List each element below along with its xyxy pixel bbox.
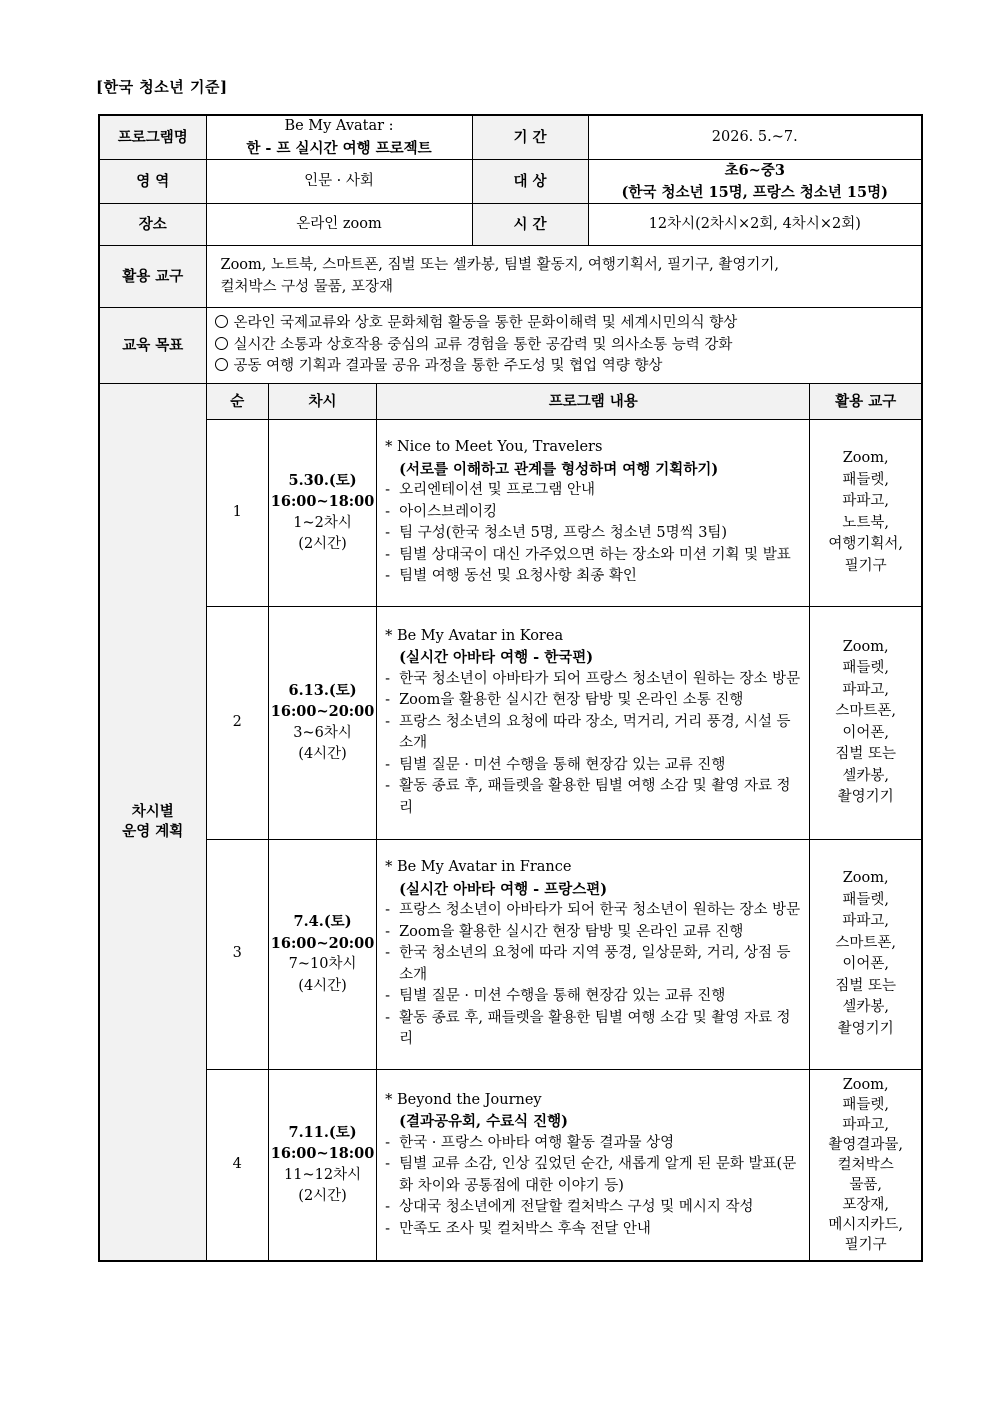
- session-title: * Beyond the Journey: [385, 1091, 542, 1108]
- session-subtitle: (실시간 아바타 여행 - 한국편): [399, 649, 594, 667]
- session-content: [377, 1069, 810, 1260]
- session-subtitle: (실시간 아바타 여행 - 프랑스편): [399, 880, 608, 898]
- label-place: 장소: [99, 204, 206, 246]
- session-subtitle: (결과공유회, 수료식 진행): [399, 1113, 569, 1130]
- session-date-cell: [269, 1069, 377, 1260]
- header-session: 차시: [269, 384, 377, 419]
- label-period: 기 간: [472, 115, 588, 160]
- target-value: [588, 160, 922, 204]
- target-line1: 초6~중3: [724, 162, 785, 179]
- goal-item: 온라인 국제교류와 상호 문화체험 활동을 통한 문화이해력 및 세계시민의식 향상: [215, 313, 922, 335]
- session-row: [207, 839, 922, 1069]
- session-hours: (4시간): [298, 977, 347, 994]
- session-hours: (4시간): [298, 746, 347, 762]
- session-item: - 팀별 상대국이 대신 가주었으면 하는 장소와 미션 기획 및 발표: [385, 546, 791, 563]
- program-table: [98, 114, 923, 1262]
- session-range: 11~12차시: [284, 1166, 362, 1183]
- session-title: * Be My Avatar in Korea: [385, 627, 564, 644]
- circle-bullet-icon: [215, 337, 228, 350]
- session-item: - 프랑스 청소년의 요청에 따라 장소, 먹거리, 거리 풍경, 시설 등 소개: [385, 713, 791, 752]
- session-item: - 팀별 여행 동선 및 요청사항 최종 확인: [385, 568, 637, 585]
- session-no: 2: [207, 606, 269, 839]
- session-content: [377, 839, 810, 1069]
- session-date: 5.30.(토): [288, 471, 357, 489]
- label-tools: 활용 교구: [99, 246, 206, 308]
- session-item: - Zoom을 활용한 실시간 현장 탐방 및 온라인 교류 진행: [385, 923, 744, 940]
- session-range: 7~10차시: [288, 956, 357, 972]
- label-plan: 차시별 운영 계획: [99, 384, 206, 1262]
- circle-bullet-icon: [215, 315, 228, 328]
- session-item: - 한국 · 프랑스 아바타 여행 활동 결과물 상영: [385, 1134, 675, 1151]
- session-date-cell: [269, 419, 377, 606]
- circle-bullet-icon: [215, 358, 228, 371]
- session-item: - 한국 청소년이 아바타가 되어 프랑스 청소년이 원하는 장소 방문: [385, 670, 801, 687]
- session-hours: (2시간): [298, 1188, 347, 1205]
- session-content: [377, 419, 810, 606]
- goal-item: 실시간 소통과 상호작용 중심의 교류 경험을 통한 공감력 및 의사소통 능력 강화: [215, 335, 922, 357]
- session-row: [207, 1069, 922, 1260]
- session-title: * Nice to Meet You, Travelers: [385, 439, 603, 456]
- header-tools: 활용 교구: [810, 384, 921, 419]
- session-time: 16:00~18:00: [270, 1145, 375, 1163]
- target-line2: (한국 청소년 15명, 프랑스 청소년 15명): [621, 183, 888, 201]
- session-no: 4: [207, 1069, 269, 1260]
- session-item: - 상대국 청소년에게 전달할 컬처박스 구성 및 메시지 작성: [385, 1199, 754, 1215]
- label-time: 시 간: [472, 204, 588, 246]
- session-item: - Zoom을 활용한 실시간 현장 탐방 및 온라인 소통 진행: [385, 692, 744, 709]
- session-row: [207, 419, 922, 606]
- session-tools: Zoom, 패들렛, 파파고, 스마트폰, 이어폰, 짐벌 또는 셀카봉, 촬영기기: [810, 606, 921, 839]
- label-target: 대 상: [472, 160, 588, 204]
- session-tools: Zoom, 패들렛, 파파고, 촬영결과물, 컬처박스 물품, 포장재, 메시지카드, 필기구: [810, 1069, 921, 1260]
- session-no: 1: [207, 419, 269, 606]
- session-content: [377, 606, 810, 839]
- header-no: 순: [207, 384, 269, 419]
- session-item: - 팀별 질문 · 미션 수행을 통해 현장감 있는 교류 진행: [385, 988, 726, 1005]
- label-goals: 교육 목표: [99, 308, 206, 384]
- session-item: - 팀별 교류 소감, 인상 깊었던 순간, 새롭게 알게 된 문화 발표(문화 차이와 공통점에 대한 이야기 등): [385, 1156, 797, 1194]
- session-date-cell: [269, 606, 377, 839]
- session-date-cell: [269, 839, 377, 1069]
- session-hours: (2시간): [298, 536, 347, 552]
- session-time: 16:00~20:00: [270, 703, 375, 720]
- session-range: 1~2차시: [293, 514, 352, 531]
- session-date: 7.4.(토): [293, 913, 352, 930]
- tools-line2: 컬처박스 구성 물품, 포장재: [220, 278, 394, 295]
- document-heading: [한국 청소년 기준]: [96, 78, 228, 96]
- session-tools: Zoom, 패들렛, 파파고, 스마트폰, 이어폰, 짐벌 또는 셀카봉, 촬영기기: [810, 839, 921, 1069]
- label-area: 영 역: [99, 160, 206, 204]
- session-item: - 한국 청소년의 요청에 따라 지역 풍경, 일상문화, 거리, 상점 등 소개: [385, 945, 791, 983]
- session-time: 16:00~20:00: [270, 934, 375, 952]
- session-range: 3~6차시: [293, 724, 352, 741]
- session-item: - 아이스브레이킹: [385, 503, 498, 520]
- session-no: 3: [207, 839, 269, 1069]
- session-item: - 프랑스 청소년이 아바타가 되어 한국 청소년이 원하는 장소 방문: [385, 902, 801, 919]
- session-item: - 팀별 질문 · 미션 수행을 통해 현장감 있는 교류 진행: [385, 756, 726, 773]
- tools-line1: Zoom, 노트북, 스마트폰, 짐벌 또는 셀카봉, 팀별 활동지, 여행기획서, 필기구, 촬영기기,: [220, 257, 779, 273]
- program-name-line1: Be My Avatar :: [284, 118, 394, 134]
- goal-item: 공동 여행 기획과 결과물 공유 과정을 통한 주도성 및 협업 역량 향상: [215, 356, 922, 378]
- schedule-table: [207, 384, 922, 1260]
- area-value: 인문 · 사회: [206, 160, 472, 204]
- program-name-value: [206, 115, 472, 160]
- time-value: 12차시(2차시×2회, 4차시×2회): [588, 204, 922, 246]
- program-name-line2: 한 - 프 실시간 여행 프로젝트: [246, 139, 432, 157]
- session-tools: Zoom, 패들렛, 파파고, 노트북, 여행기획서, 필기구: [810, 419, 921, 606]
- session-time: 16:00~18:00: [270, 493, 375, 510]
- session-subtitle: (서로를 이해하고 관계를 형성하며 여행 기획하기): [399, 460, 719, 478]
- session-title: * Be My Avatar in France: [385, 859, 572, 876]
- session-item: - 활동 종료 후, 패들렛을 활용한 팀별 여행 소감 및 촬영 자료 정리: [385, 778, 791, 816]
- schedule-cell: [206, 384, 922, 1262]
- place-value: 온라인 zoom: [206, 204, 472, 246]
- tools-value: [206, 246, 922, 308]
- session-item: - 만족도 조사 및 컬처박스 후속 전달 안내: [385, 1220, 651, 1237]
- session-date: 7.11.(토): [288, 1123, 357, 1141]
- session-item: - 팀 구성(한국 청소년 5명, 프랑스 청소년 5명씩 3팀): [385, 525, 728, 542]
- period-value: 2026. 5.~7.: [588, 115, 922, 160]
- label-program-name: 프로그램명: [99, 115, 206, 160]
- session-row: [207, 606, 922, 839]
- goals-list: [206, 308, 922, 384]
- session-item: - 활동 종료 후, 패들렛을 활용한 팀별 여행 소감 및 촬영 자료 정리: [385, 1009, 791, 1048]
- header-content: 프로그램 내용: [377, 384, 810, 419]
- session-item: - 오리엔테이션 및 프로그램 안내: [385, 482, 596, 499]
- session-date: 6.13.(토): [288, 681, 357, 699]
